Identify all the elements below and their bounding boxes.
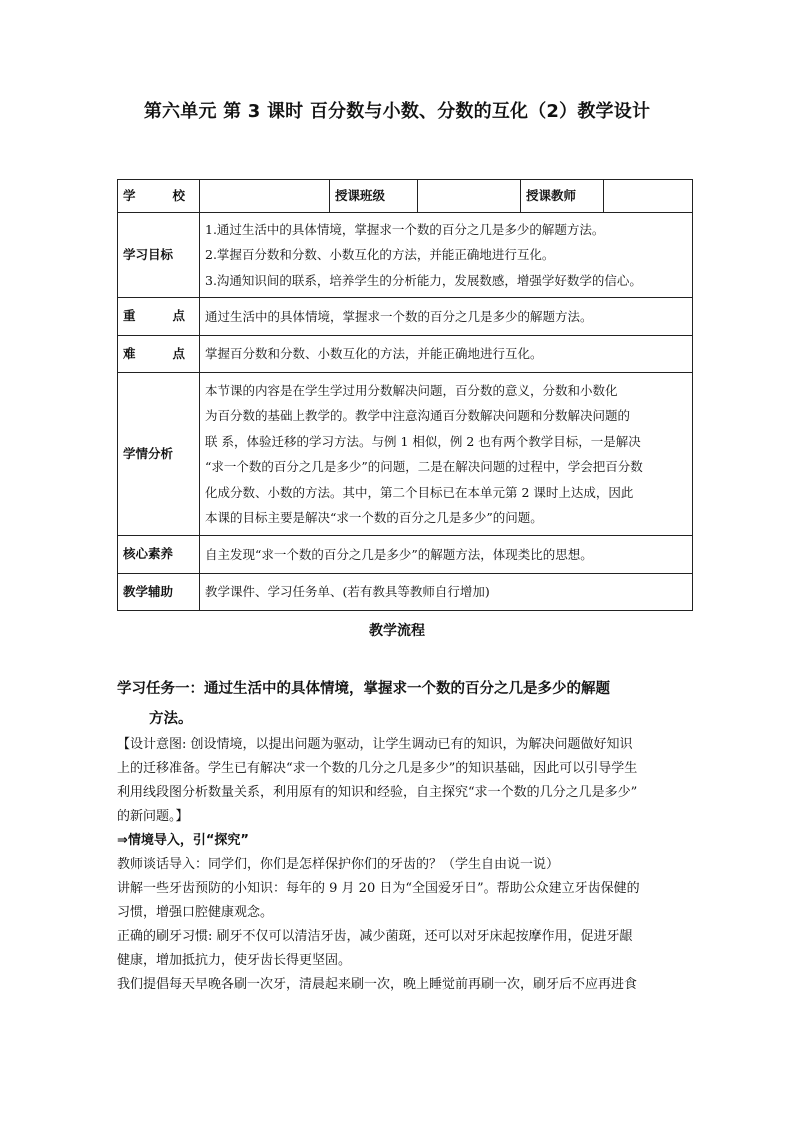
goal-line: 3.沟通知识间的联系，培养学生的分析能力，发展数感，增强学好数学的信心。 xyxy=(205,272,642,288)
table-row-goals xyxy=(118,213,693,298)
page-title: 第六单元 第 3 课时 百分数与小数、分数的互化（2）教学设计 xyxy=(143,101,651,122)
class-value xyxy=(418,180,521,213)
task-heading-line: 方法。 xyxy=(149,711,193,727)
paragraph-line: 正确的刷牙习惯: 刷牙不仅可以清洁牙齿，减少菌斑，还可以对牙床起按摩作用，促进牙龈 xyxy=(117,929,633,944)
teacher-value xyxy=(604,180,693,213)
analysis-line: “求一个数的百分之几是多少”的问题，二是在解决问题的过程中，学会把百分数 xyxy=(205,459,643,474)
paragraph-line: 教师谈话导入：同学们，你们是怎样保护你们的牙齿的？（学生自由说一说） xyxy=(117,857,560,872)
design-intent-line: 利用线段图分析数量关系，利用原有的知识和经验，自主探究“求一个数的几分之几是多少” xyxy=(117,785,638,800)
design-intent-line: 上的迁移准备。学生已有解决“求一个数的几分之几是多少”的知识基础，因此可以引导学生 xyxy=(117,761,638,776)
analysis-label: 学情分析 xyxy=(118,373,200,536)
goals-label: 学习目标 xyxy=(118,213,200,298)
analysis-line: 本节课的内容是在学生学过用分数解决问题，百分数的意义，分数和小数化 xyxy=(205,382,618,398)
table-row-difficulty xyxy=(118,336,693,373)
paragraph-line: 习惯，增强口腔健康观念。 xyxy=(117,905,274,920)
paragraph-line: 讲解一些牙齿预防的小知识：每年的 9 月 20 日为“全国爱牙日”。帮助公众建立牙齿保健的 xyxy=(117,881,640,896)
analysis-line: 本课的目标主要是解决“求一个数的百分之几是多少”的问题。 xyxy=(205,510,543,525)
paragraph-line: 健康，增加抵抗力，使牙齿长得更坚固。 xyxy=(117,953,352,968)
table-row-analysis xyxy=(118,373,693,536)
table-row-key-point xyxy=(118,298,693,336)
literacy-content: 自主发现“求一个数的百分之几是多少”的解题方法，体现类比的思想。 xyxy=(200,536,693,574)
literacy-label: 核心素养 xyxy=(118,536,200,574)
class-label: 授课班级 xyxy=(330,180,418,213)
analysis-line: 化成分数、小数的方法。其中，第二个目标已在本单元第 2 课时上达成，因此 xyxy=(205,484,634,500)
design-intent-line: 的新问题。】 xyxy=(117,809,189,824)
analysis-content xyxy=(200,373,693,536)
goal-line: 1.通过生活中的具体情境，掌握求一个数的百分之几是多少的解题方法。 xyxy=(205,221,605,237)
lesson-info-table xyxy=(117,179,693,611)
key-point-content: 通过生活中的具体情境，掌握求一个数的百分之几是多少的解题方法。 xyxy=(200,298,693,336)
analysis-line: 联 系，体验迁移的学习方法。与例 1 相似，例 2 也有两个教学目标，一是解决 xyxy=(205,433,641,449)
difficulty-content: 掌握百分数和分数、小数互化的方法，并能正确地进行互化。 xyxy=(200,336,693,373)
task-heading xyxy=(117,674,692,734)
table-row-aids xyxy=(118,574,693,611)
aids-label: 教学辅助 xyxy=(118,574,200,611)
school-label: 学 校 xyxy=(118,180,200,213)
goals-content xyxy=(200,213,693,298)
table-row-literacy xyxy=(118,536,693,574)
intro-subheading: ⇒情境导入，引“探究” xyxy=(117,833,249,848)
flow-heading: 教学流程 xyxy=(369,623,425,639)
table-row-header xyxy=(118,180,693,213)
goal-line: 2.掌握百分数和分数、小数互化的方法，并能正确地进行互化。 xyxy=(205,247,555,263)
teacher-label: 授课教师 xyxy=(521,180,604,213)
design-intent-line: 【设计意图: 创设情境，以提出问题为驱动，让学生调动已有的知识，为解决问题做好知识 xyxy=(117,737,633,752)
analysis-line: 为百分数的基础上教学的。教学中注意沟通百分数解决问题和分数解决问题的 xyxy=(205,408,631,423)
school-value xyxy=(200,180,330,213)
key-point-label: 重 点 xyxy=(118,298,200,336)
aids-content: 教学课件、学习任务单、(若有教具等教师自行增加) xyxy=(200,574,693,611)
lesson-body xyxy=(117,733,692,997)
difficulty-label: 难 点 xyxy=(118,336,200,373)
paragraph-line: 我们提倡每天早晚各刷一次牙，清晨起来刷一次，晚上睡觉前再刷一次，刷牙后不应再进食 xyxy=(117,977,638,992)
task-heading-line: 学习任务一：通过生活中的具体情境，掌握求一个数的百分之几是多少的解题 xyxy=(117,681,610,697)
